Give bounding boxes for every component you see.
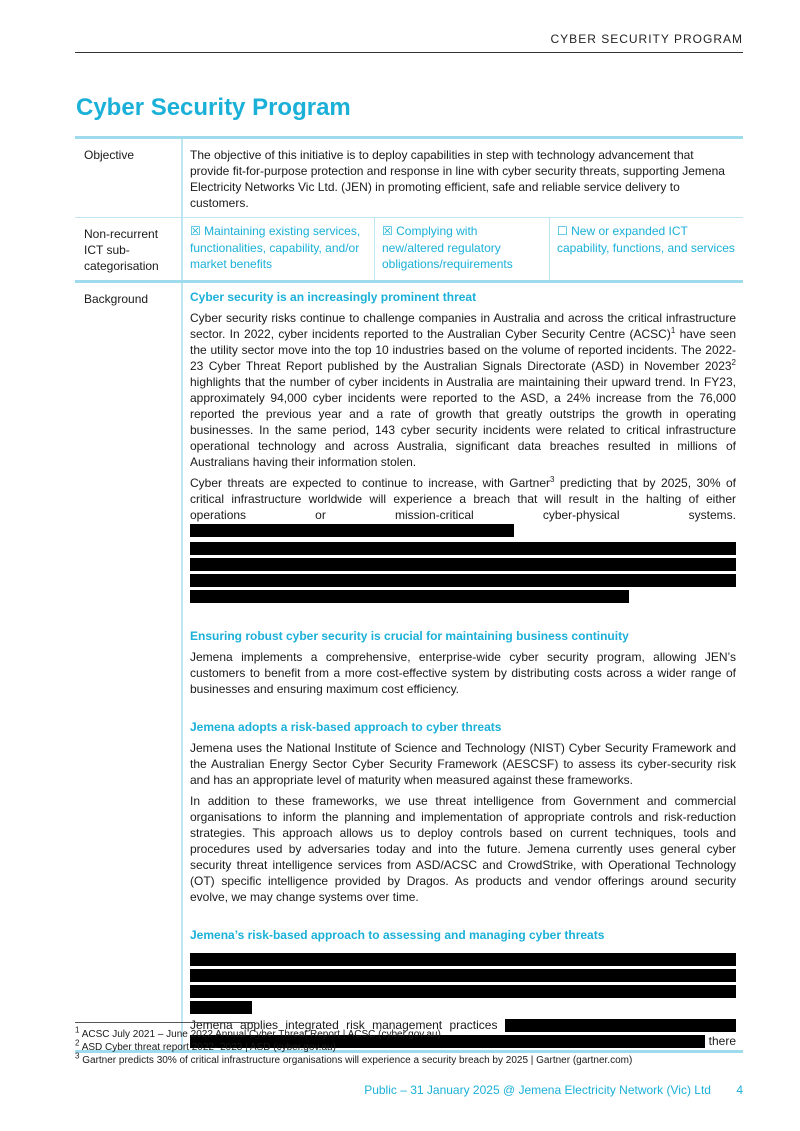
- footnote: $^2$ ASD Cyber threat report 2022- 2023 | ASD (cyber.gov.au): [75, 1038, 336, 1053]
- paragraph: Jemena applies integrated risk management practices: [190, 1017, 736, 1033]
- non-recurrent-row: [75, 217, 743, 280]
- footnote-ref: 3: [550, 475, 555, 484]
- redaction-block: [190, 953, 736, 966]
- option-complying: [375, 218, 550, 280]
- footnote-ref: 2: [731, 358, 736, 367]
- objective-value: [181, 139, 743, 217]
- paragraph: Cyber security risks continue to challenge companies in Australia and across the critical infrastructure sector. In 2022, cyber incidents reported to the Australian Cyber Security Centre (ACSC)$^1$ have seen the utility sector move into the top 10 industries based on the volume of reported incidents. The 2022-23 Cyber Threat Report published by the Australian Signals Directorate (ASD) in November 2023$^2$ highlights that the number of cyber incidents in Australia are maintaining their upward trend. In FY23, approximately 94,000 cyber incidents were reported to the ASD, a 24% increase from the 76,000 reported the previous year and a rate of growth that greatly outstrips the growth in operating businesses. In the same period, 143 cyber security incidents were related to critical infrastructure operational technology and across Australia, significant data breaches resulted in millions of Australians having their information stolen.: [190, 311, 736, 469]
- redaction-block: [190, 558, 736, 571]
- background-label: Background: [84, 292, 149, 306]
- non-recurrent-label: Non-recurrent ICT sub-categorisation: [84, 227, 159, 273]
- footnote: $^3$ Gartner predicts 30% of critical infrastructure organisations will experience a security breach by 2025 | Gartner (gartner.com): [75, 1051, 633, 1066]
- redaction-block: [190, 1001, 252, 1014]
- footnote-rule: [75, 1022, 255, 1023]
- page-number: 4: [736, 1083, 743, 1097]
- background-content: [181, 283, 743, 1050]
- running-header: CYBER SECURITY PROGRAM: [550, 32, 743, 46]
- option-new-expanded: [550, 218, 743, 280]
- option-label: Maintaining existing services, functionalities, capability, and/or market benefits: [190, 224, 361, 271]
- page-footer: [364, 1083, 743, 1097]
- non-recurrent-options: [181, 218, 743, 280]
- footnote-ref: 1: [670, 326, 676, 335]
- objective-row: [75, 136, 743, 217]
- redaction-block: [190, 985, 736, 998]
- footer-text: Public – 31 January 2025 @ Jemena Electricity Network (Vic) Ltd: [364, 1083, 711, 1097]
- program-table: [75, 136, 743, 1053]
- paragraph: there: [190, 1033, 736, 1049]
- paragraph: Jemena uses the National Institute of Science and Technology (NIST) Cyber Security Framework and the Australian Energy Sector Cyber Security Framework (AESCSF) to assess its cyber-security risk and has an appropriate level of maturity when measured against these frameworks.: [190, 741, 736, 787]
- background-row: [75, 280, 743, 1053]
- option-label: Complying with new/altered regulatory obligations/requirements: [382, 224, 513, 271]
- redaction-block: [190, 524, 514, 537]
- paragraph: In addition to these frameworks, we use threat intelligence from Government and commercial organisations to inform the planning and implementation of appropriate controls and risk-reduction strategies. This approach allows us to deploy controls based on current techniques, tools and procedures used by adversaries today and into the future. Jemena currently uses general cyber security threat intelligence services from ASD/ACSC and CrowdStrike, with Operational Technology (OT) specific intelligence provided by Dragos. As products and vendor offerings around security evolve, we may change systems over time.: [190, 794, 736, 904]
- redaction-block: [190, 542, 736, 555]
- objective-text: The objective of this initiative is to deploy capabilities in step with technology advancement that provide fit-for-purpose protection and response in line with cyber security threats, supporting Jemena Electricity Networks Vic Ltd. (JEN) in promoting efficient, safe and reliable service delivery to customers.: [190, 148, 725, 210]
- checked-box-icon: ☒: [382, 224, 393, 238]
- header-rule: [75, 52, 743, 53]
- unchecked-box-icon: ☐: [557, 224, 568, 238]
- section-heading: Ensuring robust cyber security is crucial for maintaining business continuity: [190, 629, 629, 643]
- option-label: New or expanded ICT capability, functions, and services: [557, 224, 735, 255]
- paragraph: Jemena implements a comprehensive, enterprise-wide cyber security program, allowing JEN’s customers to benefit from a more cost-effective system by distributing costs across a wider range of businesses and ensuring maximum cost efficiency.: [190, 650, 736, 696]
- footnote: $^1$ ACSC July 2021 – June 2022 Annual Cyber Threat Report | ACSC (cyber.gov.au): [75, 1025, 441, 1040]
- paragraph: Cyber threats are expected to continue to increase, with Gartner$^3$ predicting that by 2025, 30% of critical infrastructure worldwide will experience a breach that will result in the halting of either operations or mission-critical cyber-physical systems.: [190, 475, 736, 539]
- section-heading: Cyber security is an increasingly prominent threat: [190, 290, 477, 304]
- objective-label: Objective: [84, 148, 135, 162]
- redaction-block: [190, 590, 629, 603]
- redaction-block: [190, 969, 736, 982]
- checked-box-icon: ☒: [190, 224, 201, 238]
- page-title: Cyber Security Program: [76, 94, 351, 121]
- section-heading: Jemena adopts a risk-based approach to cyber threats: [190, 720, 502, 734]
- redaction-block: [190, 574, 736, 587]
- option-maintaining: [183, 218, 375, 280]
- section-heading: Jemena’s risk-based approach to assessing and managing cyber threats: [190, 928, 605, 942]
